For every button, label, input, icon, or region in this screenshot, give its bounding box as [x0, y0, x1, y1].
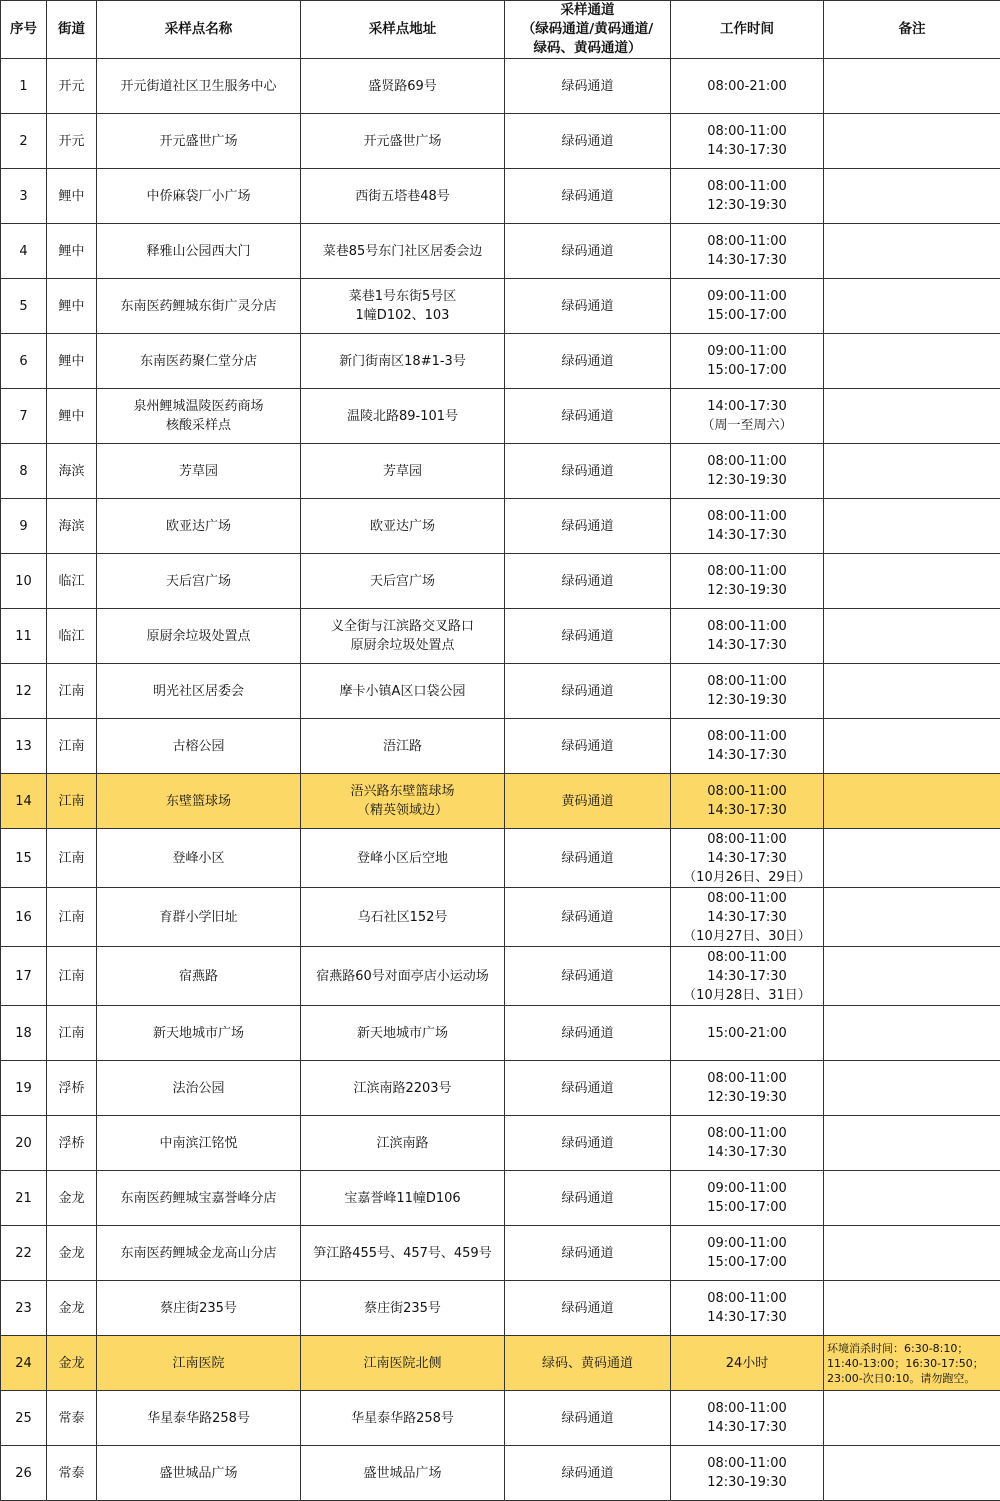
cell-street: 鲤中: [47, 169, 97, 224]
cell-work-time: 08:00-11:00 12:30-19:30: [671, 664, 824, 719]
cell-no: 26: [1, 1446, 47, 1501]
table-row: [1, 334, 1000, 389]
cell-street: 鲤中: [47, 334, 97, 389]
cell-note: [824, 1061, 1000, 1116]
cell-work-time: 14:00-17:30 （周一至周六）: [671, 389, 824, 444]
table-row: [1, 1281, 1000, 1336]
cell-no: 18: [1, 1006, 47, 1061]
cell-street: 江南: [47, 774, 97, 829]
table-row: [1, 947, 1000, 1006]
cell-no: 24: [1, 1336, 47, 1391]
cell-work-time: 08:00-11:00 14:30-17:30 （10月26日、29日）: [671, 829, 824, 888]
cell-site-name: 登峰小区: [97, 829, 301, 888]
cell-work-time: 08:00-11:00 12:30-19:30: [671, 444, 824, 499]
cell-site-address: 义全街与江滨路交叉路口 原厨余垃圾处置点: [301, 609, 505, 664]
cell-note: [824, 389, 1000, 444]
cell-site-address: 华星泰华路258号: [301, 1391, 505, 1446]
cell-no: 2: [1, 114, 47, 169]
cell-site-name: 原厨余垃圾处置点: [97, 609, 301, 664]
cell-site-address: 笋江路455号、457号、459号: [301, 1226, 505, 1281]
cell-site-name: 育群小学旧址: [97, 888, 301, 947]
cell-site-address: 江滨南路2203号: [301, 1061, 505, 1116]
cell-work-time: 09:00-11:00 15:00-17:00: [671, 334, 824, 389]
cell-note: [824, 1281, 1000, 1336]
table-row: [1, 279, 1000, 334]
cell-note: [824, 829, 1000, 888]
cell-channel: 绿码通道: [505, 888, 671, 947]
cell-no: 21: [1, 1171, 47, 1226]
cell-no: 9: [1, 499, 47, 554]
cell-note: [824, 279, 1000, 334]
table-row: [1, 1226, 1000, 1281]
cell-channel: 绿码通道: [505, 1446, 671, 1501]
cell-no: 8: [1, 444, 47, 499]
cell-note: [824, 1391, 1000, 1446]
cell-note: [824, 1006, 1000, 1061]
cell-site-name: 古榕公园: [97, 719, 301, 774]
cell-work-time: 08:00-11:00 14:30-17:30: [671, 114, 824, 169]
cell-street: 江南: [47, 1006, 97, 1061]
header-note: 备注: [824, 1, 1000, 59]
cell-site-name: 欧亚达广场: [97, 499, 301, 554]
cell-channel: 绿码通道: [505, 114, 671, 169]
cell-site-address: 盛世城品广场: [301, 1446, 505, 1501]
cell-site-address: 蔡庄街235号: [301, 1281, 505, 1336]
header-site-address: 采样点地址: [301, 1, 505, 59]
cell-street: 浮桥: [47, 1116, 97, 1171]
table-row: [1, 1336, 1000, 1391]
table-row: [1, 1061, 1000, 1116]
cell-work-time: 08:00-11:00 14:30-17:30 （10月28日、31日）: [671, 947, 824, 1006]
cell-note: [824, 554, 1000, 609]
cell-site-address: 芳草园: [301, 444, 505, 499]
header-channel: 采样通道 （绿码通道/黄码通道/ 绿码、黄码通道）: [505, 1, 671, 59]
cell-no: 25: [1, 1391, 47, 1446]
cell-no: 10: [1, 554, 47, 609]
cell-site-name: 新天地城市广场: [97, 1006, 301, 1061]
table-row: [1, 1391, 1000, 1446]
cell-work-time: 08:00-11:00 14:30-17:30: [671, 499, 824, 554]
cell-site-address: 摩卡小镇A区口袋公园: [301, 664, 505, 719]
cell-no: 11: [1, 609, 47, 664]
cell-site-name: 华星泰华路258号: [97, 1391, 301, 1446]
cell-site-address: 天后宫广场: [301, 554, 505, 609]
cell-channel: 绿码通道: [505, 1171, 671, 1226]
cell-site-address: 盛贤路69号: [301, 59, 505, 114]
cell-site-address: 江南医院北侧: [301, 1336, 505, 1391]
cell-street: 江南: [47, 947, 97, 1006]
cell-note: 环境消杀时间：6:30-8:10；11:40-13:00；16:30-17:50；23:00-次日0:10。请勿跑空。: [824, 1336, 1000, 1391]
cell-street: 鲤中: [47, 279, 97, 334]
cell-work-time: 08:00-11:00 14:30-17:30: [671, 1281, 824, 1336]
cell-no: 3: [1, 169, 47, 224]
cell-no: 12: [1, 664, 47, 719]
cell-channel: 绿码通道: [505, 279, 671, 334]
cell-channel: 绿码通道: [505, 554, 671, 609]
table-row: [1, 774, 1000, 829]
table-row: [1, 719, 1000, 774]
cell-channel: 绿码通道: [505, 59, 671, 114]
cell-no: 22: [1, 1226, 47, 1281]
cell-no: 7: [1, 389, 47, 444]
cell-work-time: 09:00-11:00 15:00-17:00: [671, 1226, 824, 1281]
cell-channel: 绿码通道: [505, 334, 671, 389]
cell-site-address: 温陵北路89-101号: [301, 389, 505, 444]
cell-site-name: 江南医院: [97, 1336, 301, 1391]
cell-no: 20: [1, 1116, 47, 1171]
cell-channel: 绿码通道: [505, 1116, 671, 1171]
table-row: [1, 444, 1000, 499]
cell-work-time: 24小时: [671, 1336, 824, 1391]
table-row: [1, 664, 1000, 719]
cell-work-time: 08:00-11:00 14:30-17:30: [671, 719, 824, 774]
cell-site-name: 泉州鲤城温陵医药商场 核酸采样点: [97, 389, 301, 444]
cell-work-time: 08:00-11:00 14:30-17:30 （10月27日、30日）: [671, 888, 824, 947]
table-body: [1, 59, 1000, 1501]
cell-street: 鲤中: [47, 224, 97, 279]
cell-site-name: 东南医药鲤城宝嘉誉峰分店: [97, 1171, 301, 1226]
cell-work-time: 09:00-11:00 15:00-17:00: [671, 279, 824, 334]
cell-street: 金龙: [47, 1336, 97, 1391]
table-row: [1, 224, 1000, 279]
cell-site-address: 浯江路: [301, 719, 505, 774]
cell-note: [824, 224, 1000, 279]
cell-note: [824, 719, 1000, 774]
cell-work-time: 08:00-21:00: [671, 59, 824, 114]
table-row: [1, 1006, 1000, 1061]
cell-no: 6: [1, 334, 47, 389]
cell-site-address: 菜巷85号东门社区居委会边: [301, 224, 505, 279]
cell-street: 江南: [47, 664, 97, 719]
cell-no: 15: [1, 829, 47, 888]
cell-note: [824, 499, 1000, 554]
cell-channel: 绿码通道: [505, 389, 671, 444]
cell-no: 14: [1, 774, 47, 829]
cell-no: 23: [1, 1281, 47, 1336]
cell-channel: 绿码通道: [505, 1226, 671, 1281]
cell-site-address: 菜巷1号东街5号区 1幢D102、103: [301, 279, 505, 334]
cell-street: 浮桥: [47, 1061, 97, 1116]
cell-channel: 绿码通道: [505, 499, 671, 554]
cell-channel: 绿码通道: [505, 169, 671, 224]
cell-channel: 绿码通道: [505, 224, 671, 279]
cell-site-name: 中侨麻袋厂小广场: [97, 169, 301, 224]
cell-street: 常泰: [47, 1391, 97, 1446]
cell-note: [824, 609, 1000, 664]
cell-channel: 绿码通道: [505, 829, 671, 888]
table-row: [1, 554, 1000, 609]
cell-channel: 绿码、黄码通道: [505, 1336, 671, 1391]
cell-site-address: 浯兴路东壁篮球场 （精英领域边）: [301, 774, 505, 829]
table-row: [1, 888, 1000, 947]
cell-street: 金龙: [47, 1171, 97, 1226]
table-row: [1, 1116, 1000, 1171]
cell-site-name: 东南医药鲤城金龙高山分店: [97, 1226, 301, 1281]
cell-site-address: 登峰小区后空地: [301, 829, 505, 888]
cell-street: 开元: [47, 114, 97, 169]
cell-work-time: 08:00-11:00 14:30-17:30: [671, 609, 824, 664]
cell-no: 4: [1, 224, 47, 279]
cell-no: 17: [1, 947, 47, 1006]
cell-street: 开元: [47, 59, 97, 114]
cell-site-address: 欧亚达广场: [301, 499, 505, 554]
cell-no: 13: [1, 719, 47, 774]
cell-site-name: 开元街道社区卫生服务中心: [97, 59, 301, 114]
cell-channel: 绿码通道: [505, 664, 671, 719]
header-site-name: 采样点名称: [97, 1, 301, 59]
table-row: [1, 59, 1000, 114]
cell-note: [824, 1171, 1000, 1226]
cell-work-time: 08:00-11:00 14:30-17:30: [671, 1391, 824, 1446]
cell-site-name: 法治公园: [97, 1061, 301, 1116]
cell-site-address: 江滨南路: [301, 1116, 505, 1171]
cell-street: 临江: [47, 609, 97, 664]
cell-no: 5: [1, 279, 47, 334]
cell-site-name: 开元盛世广场: [97, 114, 301, 169]
cell-channel: 绿码通道: [505, 444, 671, 499]
cell-note: [824, 888, 1000, 947]
cell-note: [824, 114, 1000, 169]
cell-site-name: 明光社区居委会: [97, 664, 301, 719]
header-work-time: 工作时间: [671, 1, 824, 59]
cell-site-address: 新天地城市广场: [301, 1006, 505, 1061]
cell-note: [824, 59, 1000, 114]
cell-site-name: 东壁篮球场: [97, 774, 301, 829]
cell-site-name: 宿燕路: [97, 947, 301, 1006]
cell-note: [824, 169, 1000, 224]
cell-street: 海滨: [47, 444, 97, 499]
table-row: [1, 389, 1000, 444]
cell-street: 常泰: [47, 1446, 97, 1501]
cell-work-time: 08:00-11:00 12:30-19:30: [671, 1061, 824, 1116]
cell-site-name: 中南滨江铭悦: [97, 1116, 301, 1171]
cell-channel: 绿码通道: [505, 609, 671, 664]
cell-site-address: 宝嘉誉峰11幢D106: [301, 1171, 505, 1226]
cell-channel: 绿码通道: [505, 719, 671, 774]
cell-channel: 黄码通道: [505, 774, 671, 829]
cell-site-name: 东南医药鲤城东街广灵分店: [97, 279, 301, 334]
cell-street: 海滨: [47, 499, 97, 554]
table-row: [1, 499, 1000, 554]
table-row: [1, 609, 1000, 664]
cell-work-time: 08:00-11:00 12:30-19:30: [671, 1446, 824, 1501]
table-row: [1, 1446, 1000, 1501]
cell-note: [824, 1226, 1000, 1281]
cell-site-name: 释雅山公园西大门: [97, 224, 301, 279]
cell-site-name: 天后宫广场: [97, 554, 301, 609]
cell-channel: 绿码通道: [505, 947, 671, 1006]
table-row: [1, 1171, 1000, 1226]
cell-work-time: 08:00-11:00 14:30-17:30: [671, 224, 824, 279]
cell-street: 金龙: [47, 1281, 97, 1336]
cell-street: 临江: [47, 554, 97, 609]
cell-no: 1: [1, 59, 47, 114]
cell-note: [824, 1446, 1000, 1501]
cell-note: [824, 664, 1000, 719]
cell-note: [824, 774, 1000, 829]
cell-site-address: 乌石社区152号: [301, 888, 505, 947]
cell-street: 江南: [47, 829, 97, 888]
cell-work-time: 08:00-11:00 14:30-17:30: [671, 774, 824, 829]
cell-site-address: 宿燕路60号对面亭店小运动场: [301, 947, 505, 1006]
cell-site-address: 西街五塔巷48号: [301, 169, 505, 224]
cell-note: [824, 334, 1000, 389]
cell-channel: 绿码通道: [505, 1281, 671, 1336]
cell-work-time: 08:00-11:00 12:30-19:30: [671, 169, 824, 224]
cell-work-time: 15:00-21:00: [671, 1006, 824, 1061]
header-no: 序号: [1, 1, 47, 59]
header-street: 街道: [47, 1, 97, 59]
cell-channel: 绿码通道: [505, 1061, 671, 1116]
cell-site-address: 新门街南区18#1-3号: [301, 334, 505, 389]
cell-site-name: 蔡庄街235号: [97, 1281, 301, 1336]
cell-site-name: 东南医药聚仁堂分店: [97, 334, 301, 389]
cell-no: 16: [1, 888, 47, 947]
cell-work-time: 08:00-11:00 12:30-19:30: [671, 554, 824, 609]
cell-site-name: 芳草园: [97, 444, 301, 499]
cell-site-name: 盛世城品广场: [97, 1446, 301, 1501]
cell-work-time: 08:00-11:00 14:30-17:30: [671, 1116, 824, 1171]
cell-no: 19: [1, 1061, 47, 1116]
cell-street: 鲤中: [47, 389, 97, 444]
cell-note: [824, 444, 1000, 499]
cell-channel: 绿码通道: [505, 1006, 671, 1061]
header-row: [1, 1, 1000, 59]
table-row: [1, 829, 1000, 888]
cell-note: [824, 1116, 1000, 1171]
cell-street: 江南: [47, 888, 97, 947]
cell-site-address: 开元盛世广场: [301, 114, 505, 169]
cell-work-time: 09:00-11:00 15:00-17:00: [671, 1171, 824, 1226]
table-row: [1, 114, 1000, 169]
table-row: [1, 169, 1000, 224]
cell-channel: 绿码通道: [505, 1391, 671, 1446]
cell-note: [824, 947, 1000, 1006]
cell-street: 金龙: [47, 1226, 97, 1281]
cell-street: 江南: [47, 719, 97, 774]
